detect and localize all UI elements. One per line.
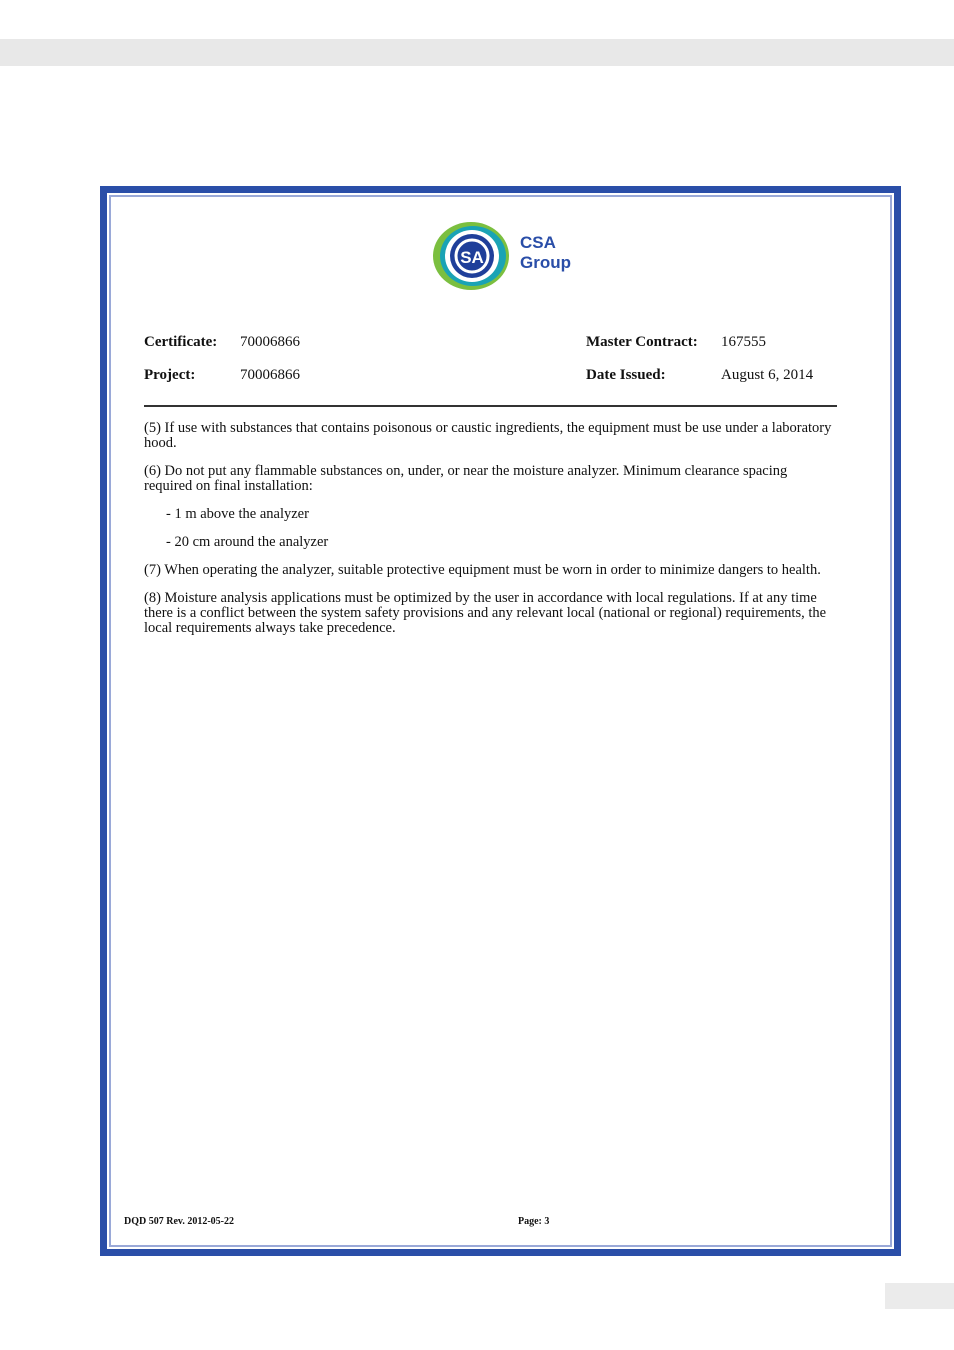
certificate-inner-frame (109, 195, 892, 1247)
project-label: Project: (144, 367, 196, 383)
header-divider (144, 405, 837, 407)
csa-logo-icon (431, 220, 511, 292)
logo-text-csa: CSA (520, 233, 556, 252)
page-number: Page: 3 (518, 1216, 550, 1227)
master-contract-label: Master Contract: (586, 334, 698, 350)
master-contract-value: 167555 (721, 334, 766, 350)
condition-7: (7) When operating the analyzer, suitable protective equipment must be worn in order to minimize dangers to health. (144, 562, 821, 578)
project-value: 70006866 (240, 367, 300, 383)
logo-text-group: Group (520, 253, 571, 272)
certificate-page (100, 186, 901, 1256)
top-band (0, 39, 954, 66)
condition-5: (5) If use with substances that contains poisonous or caustic ingredients, the equipment must be use under a laboratory hood. (144, 420, 832, 451)
conditions-text (144, 421, 834, 649)
certificate-value: 70006866 (240, 334, 300, 350)
date-issued-label: Date Issued: (586, 367, 666, 383)
clearance-item-1: - 1 m above the analyzer (166, 506, 309, 522)
form-id: DQD 507 Rev. 2012-05-22 (124, 1216, 234, 1227)
condition-8: (8) Moisture analysis applications must be optimized by the user in accordance with local regulations. If at any time there is a conflict between the system safety provisions and any relevant local (national or regional) requirements, the local requirements always take precedence. (144, 590, 827, 636)
csa-group-logo (431, 220, 581, 292)
certificate-label: Certificate: (144, 334, 218, 350)
date-issued-value: August 6, 2014 (721, 367, 814, 383)
svg-text:SA: SA (460, 248, 484, 267)
corner-tab (885, 1283, 954, 1309)
condition-6: (6) Do not put any flammable substances on, under, or near the moisture analyzer. Minimum clearance spacing required on final installation: (144, 463, 788, 494)
clearance-item-2: - 20 cm around the analyzer (166, 534, 329, 550)
